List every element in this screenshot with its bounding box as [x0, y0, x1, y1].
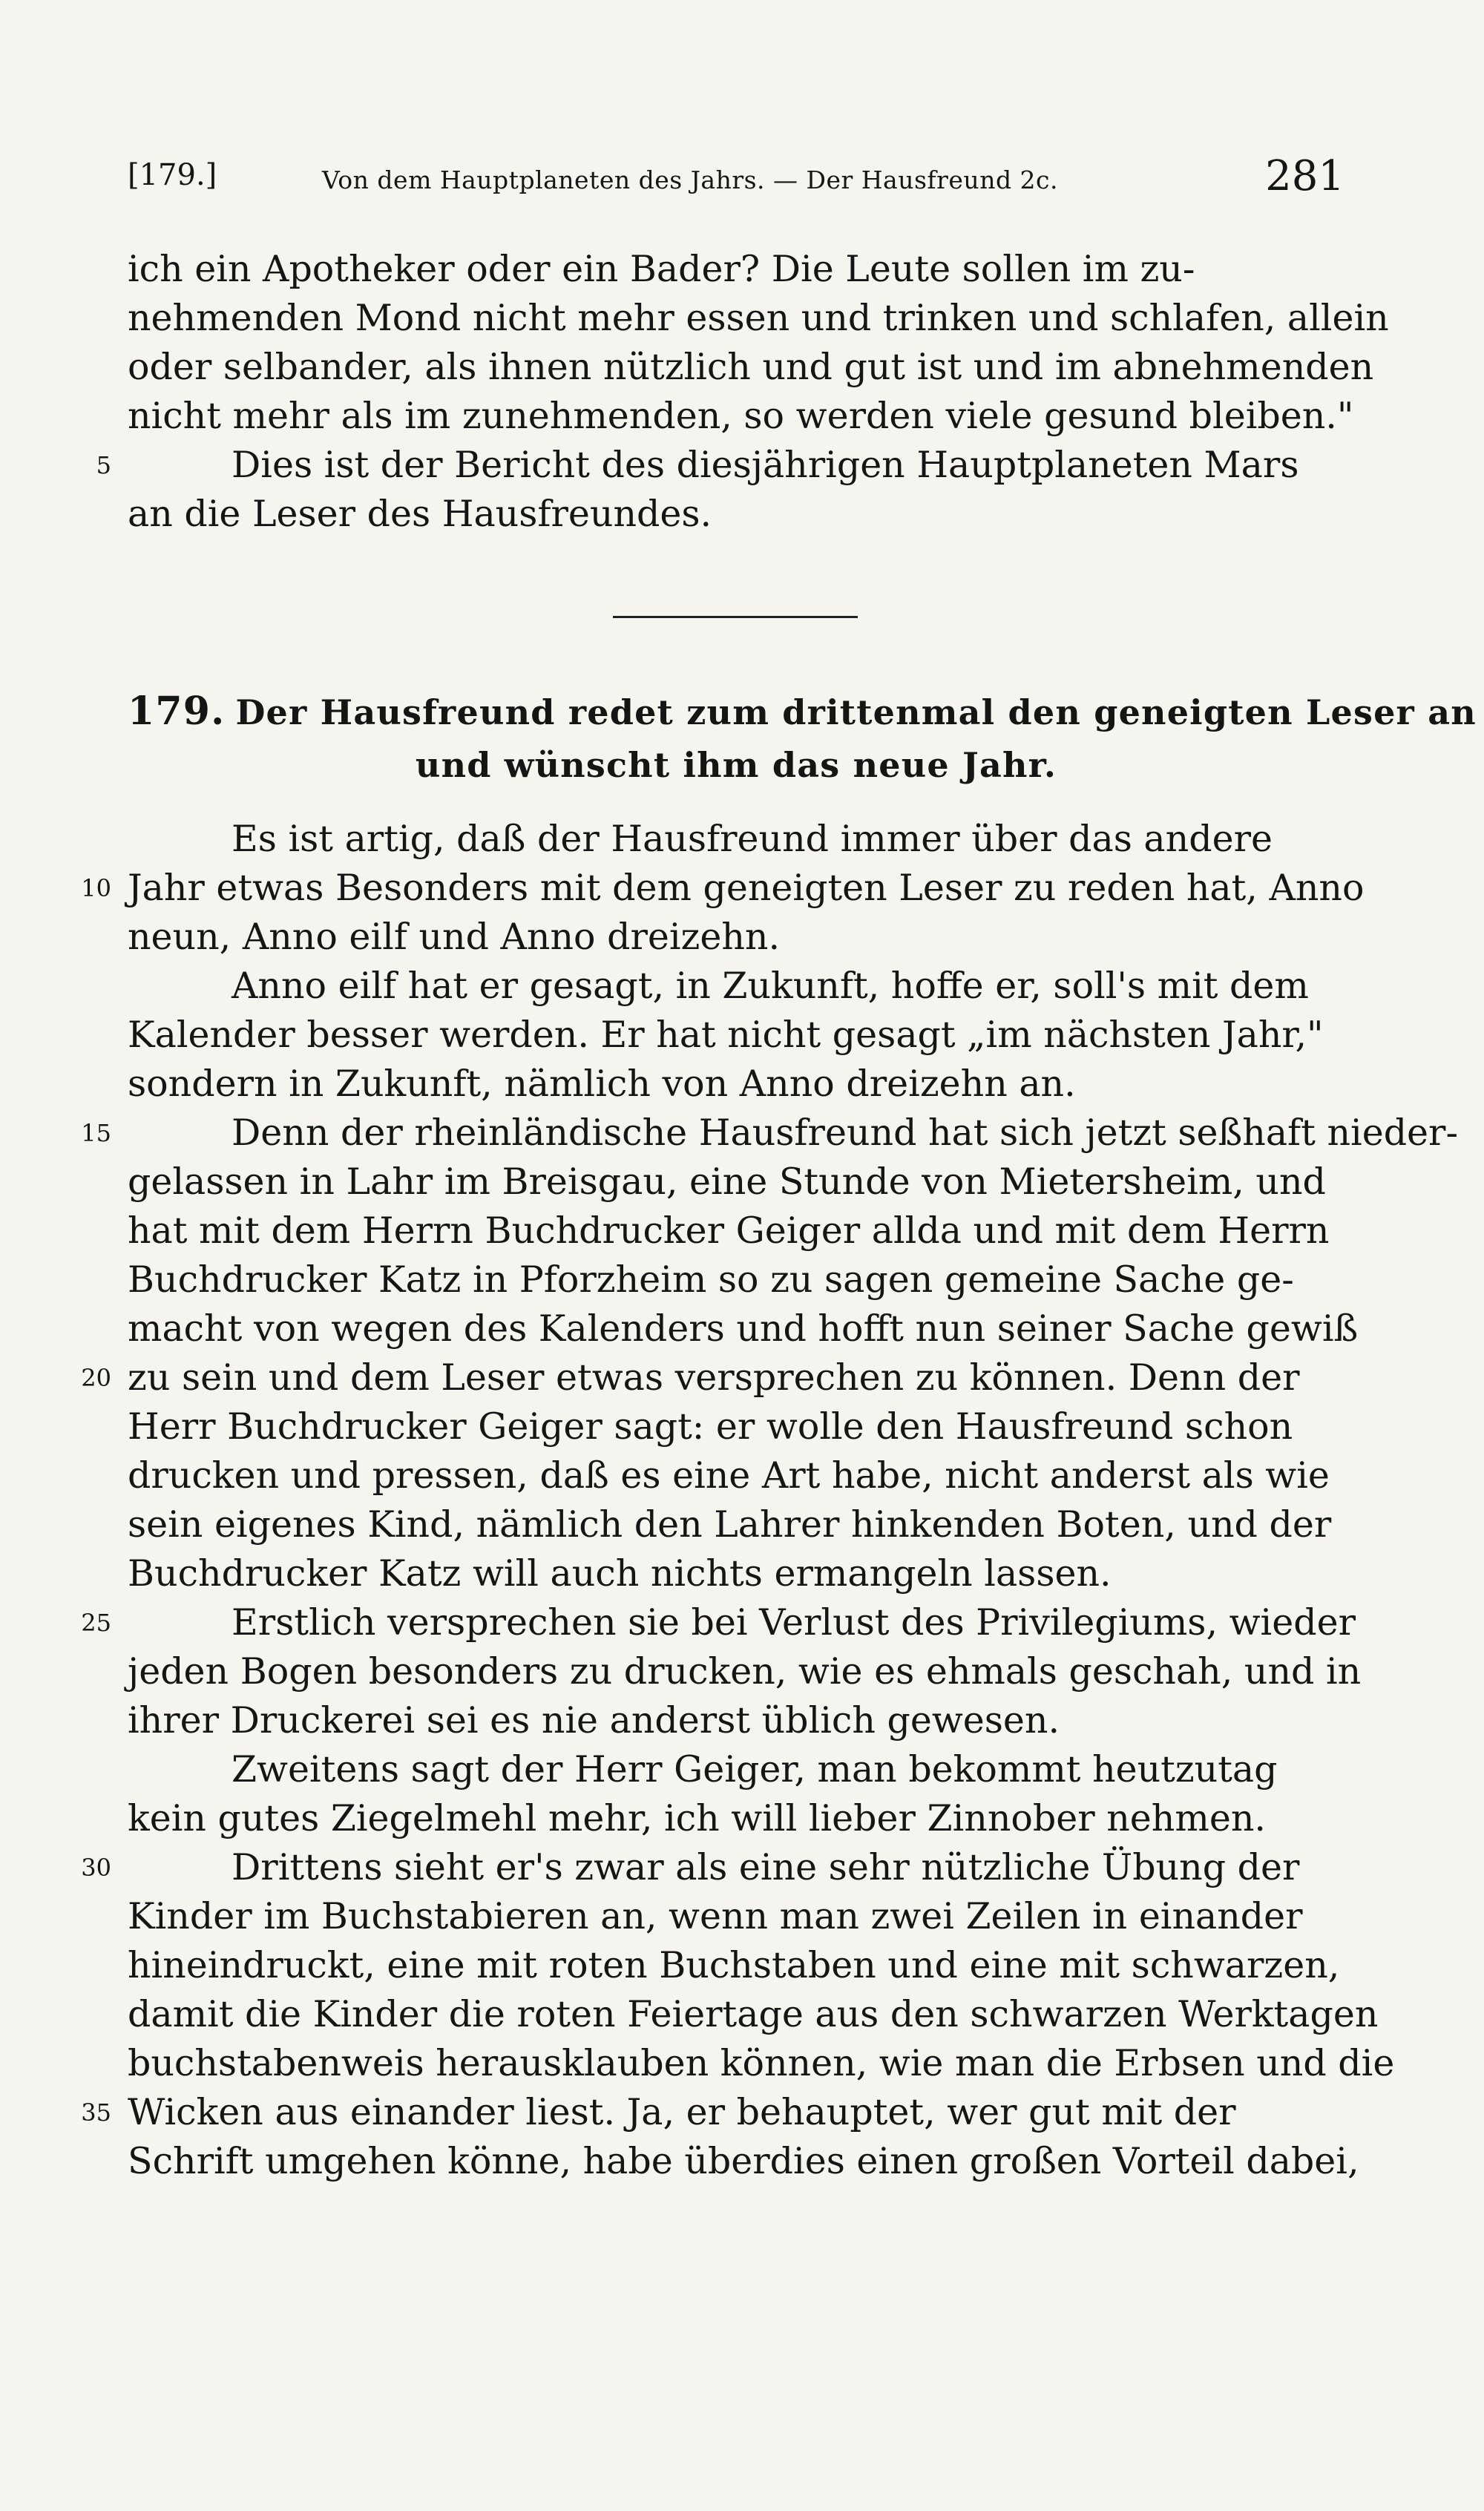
chapter-number: 179. [128, 689, 226, 734]
text-line: nehmenden Mond nicht mehr essen und trinken und schlafen, allein [128, 297, 1389, 339]
text-line: ich ein Apotheker oder ein Bader? Die Leute sollen im zu- [128, 248, 1195, 290]
text-line: damit die Kinder die roten Feiertage aus den schwarzen Werktagen [128, 1993, 1379, 2035]
text-line: Kinder im Buchstabieren an, wenn man zwei Zeilen in einander [128, 1895, 1303, 1937]
text-line: oder selbander, als ihnen nützlich und gut ist und im abnehmenden [128, 346, 1374, 388]
running-title: Von dem Hauptplaneten des Jahrs. — Der Hausfreund 2c. [322, 165, 1059, 194]
text-line: hat mit dem Herrn Buchdrucker Geiger allda und mit dem Herrn [128, 1209, 1330, 1252]
text-line: neun, Anno eilf und Anno dreizehn. [128, 916, 781, 958]
text-line: ihrer Druckerei sei es nie anderst üblich gewesen. [128, 1699, 1060, 1742]
text-line: sondern in Zukunft, nämlich von Anno dreizehn an. [128, 1063, 1076, 1105]
running-header [128, 152, 1345, 211]
text-line: Erstlich versprechen sie bei Verlust des Privilegiums, wieder [232, 1601, 1356, 1644]
text-line: Schrift umgehen könne, habe überdies einen großen Vorteil dabei, [128, 2140, 1359, 2182]
line-number: 25 [81, 1609, 111, 1637]
line-number: 35 [81, 2098, 111, 2127]
text-line: zu sein und dem Leser etwas versprechen zu können. Denn der [128, 1356, 1300, 1399]
section-marker: [179.] [128, 158, 217, 192]
line-number: 20 [81, 1364, 111, 1392]
text-line: hineindruckt, eine mit roten Buchstaben und eine mit schwarzen, [128, 1944, 1340, 1986]
chapter-heading [128, 687, 1477, 737]
text-line: Dies ist der Bericht des diesjährigen Hauptplaneten Mars [232, 444, 1299, 486]
text-line: Jahr etwas Besonders mit dem geneigten Leser zu reden hat, Anno [128, 867, 1365, 909]
text-line: Anno eilf hat er gesagt, in Zukunft, hoffe er, soll's mit dem [232, 965, 1309, 1007]
text-line: nicht mehr als im zunehmenden, so werden viele gesund bleiben." [128, 395, 1354, 437]
page-number: 281 [1265, 152, 1345, 200]
text-line: drucken und pressen, daß es eine Art habe, nicht anderst als wie [128, 1454, 1330, 1497]
text-line: an die Leser des Hausfreundes. [128, 493, 712, 535]
text-line: Es ist artig, daß der Hausfreund immer über das andere [232, 818, 1273, 860]
text-line: Drittens sieht er's zwar als eine sehr nützliche Übung der [232, 1846, 1300, 1888]
section-divider [613, 616, 858, 618]
text-line: Buchdrucker Katz in Pforzheim so zu sagen gemeine Sache ge- [128, 1258, 1294, 1301]
text-line: Wicken aus einander liest. Ja, er behauptet, wer gut mit der [128, 2091, 1236, 2133]
text-line: Buchdrucker Katz will auch nichts ermangeln lassen. [128, 1552, 1112, 1595]
text-line: macht von wegen des Kalenders und hofft nun seiner Sache gewiß [128, 1307, 1359, 1350]
text-line: jeden Bogen besonders zu drucken, wie es ehmals geschah, und in [128, 1650, 1362, 1693]
text-line: gelassen in Lahr im Breisgau, eine Stunde von Mietersheim, und [128, 1161, 1326, 1203]
text-line: sein eigenes Kind, nämlich den Lahrer hinkenden Boten, und der [128, 1503, 1332, 1546]
text-line: Zweitens sagt der Herr Geiger, man bekommt heutzutag [232, 1748, 1278, 1790]
chapter-title-line-2: und wünscht ihm das neue Jahr. [415, 745, 1057, 785]
text-line: Herr Buchdrucker Geiger sagt: er wolle den Hausfreund schon [128, 1405, 1293, 1448]
line-number: 30 [81, 1854, 111, 1882]
text-line: Kalender besser werden. Er hat nicht gesagt „im nächsten Jahr," [128, 1014, 1324, 1056]
line-number: 5 [96, 451, 111, 479]
line-number: 15 [81, 1119, 111, 1147]
text-line: Denn der rheinländische Hausfreund hat sich jetzt seßhaft nieder- [232, 1112, 1459, 1154]
chapter-title-line-1: Der Hausfreund redet zum drittenmal den geneigten Leser an [235, 692, 1477, 732]
text-line: kein gutes Ziegelmehl mehr, ich will lieber Zinnober nehmen. [128, 1797, 1266, 1839]
line-number: 10 [81, 874, 111, 902]
text-line: buchstabenweis herausklauben können, wie man die Erbsen und die [128, 2042, 1395, 2084]
